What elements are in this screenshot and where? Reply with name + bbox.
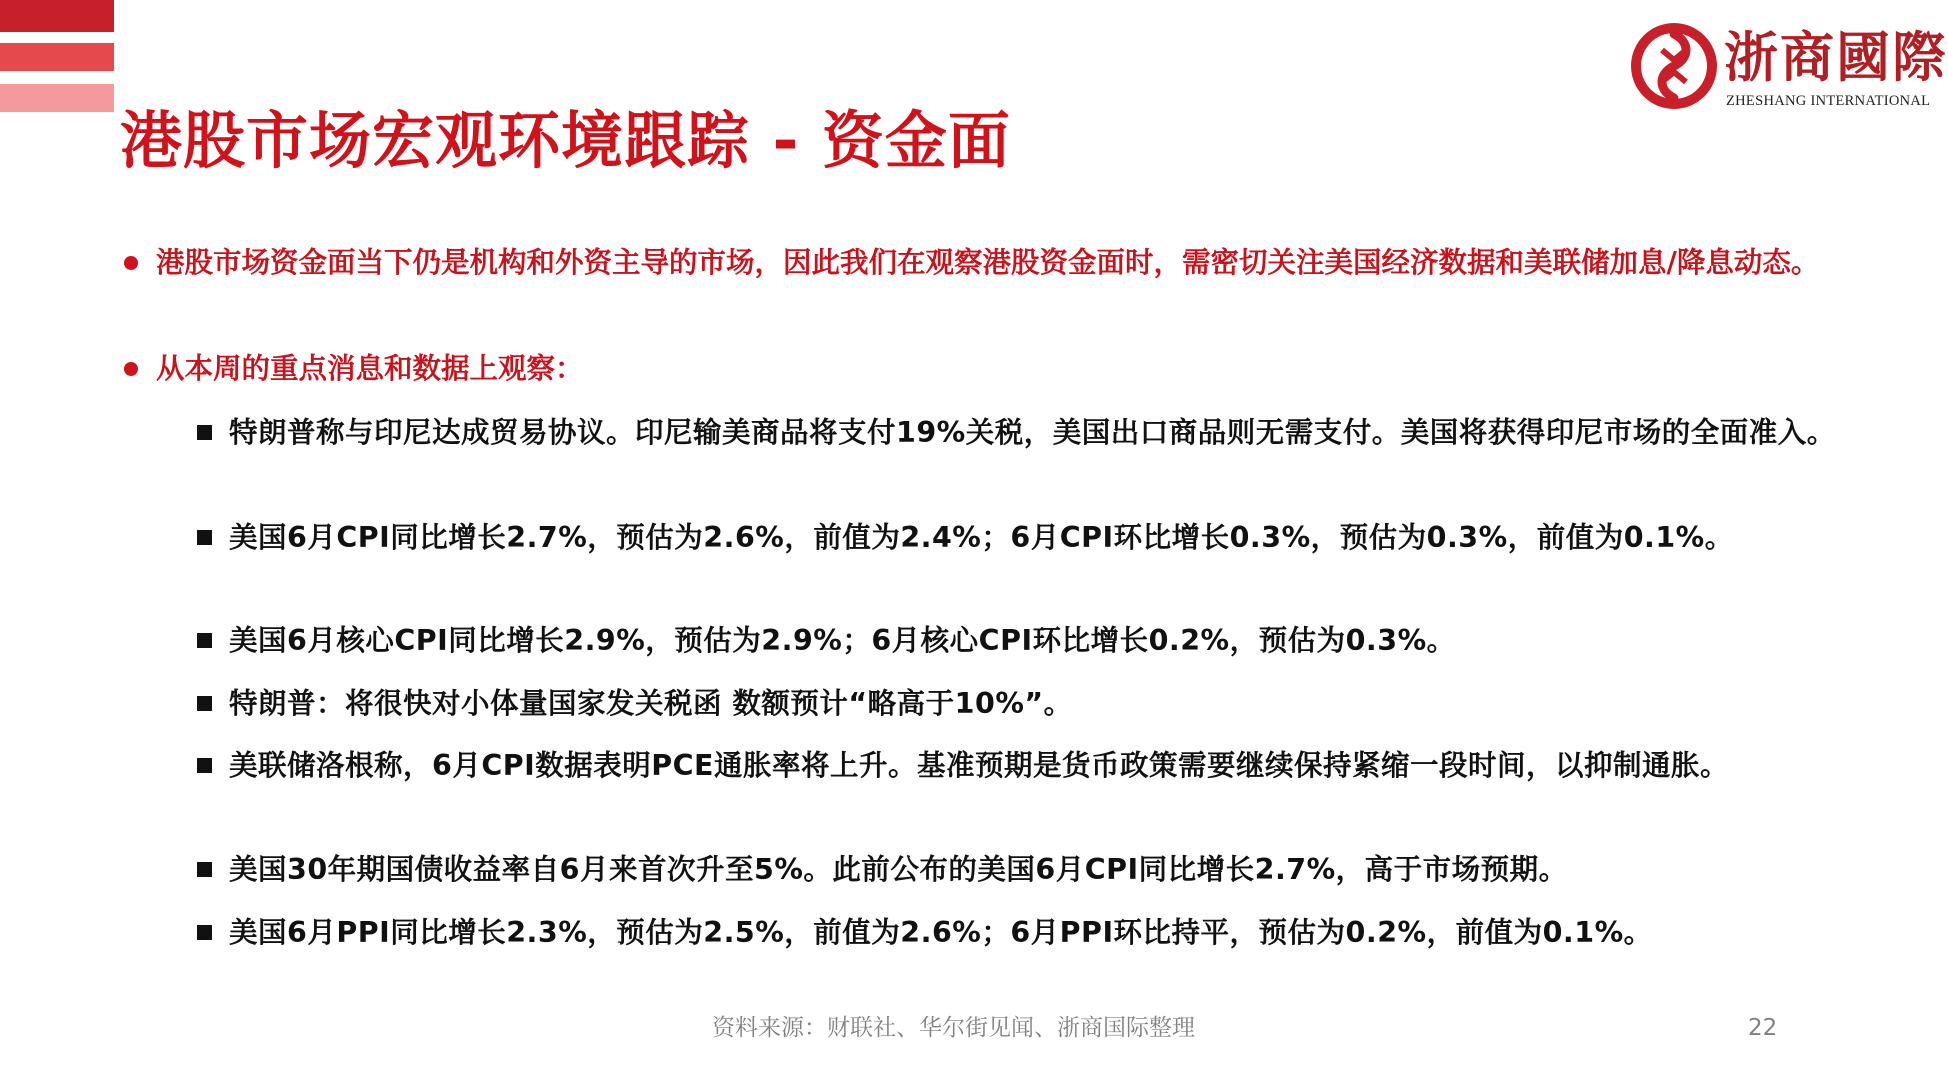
- bullet-dot-icon: [124, 256, 138, 270]
- zheshang-logo-icon: [1628, 20, 1720, 112]
- sub-bullet-item: [197, 620, 1837, 661]
- bullet-item: [120, 348, 1820, 389]
- sub-bullet-item: [197, 683, 1837, 724]
- sub-bullet-text: 美国30年期国债收益率自6月来首次升至5%。此前公布的美国6月CPI同比增长2.7%，高于市场预期。: [229, 853, 1568, 886]
- bullet-square-icon: [197, 530, 212, 545]
- bullet-dot-icon: [124, 362, 138, 376]
- bullet-square-icon: [197, 862, 212, 877]
- sub-bullet-text: 美国6月CPI同比增长2.7%，预估为2.6%，前值为2.4%；6月CPI环比增长0.3%，预估为0.3%，前值为0.1%。: [229, 521, 1734, 554]
- bullet-square-icon: [197, 696, 212, 711]
- page-title: 港股市场宏观环境跟踪 - 资金面: [120, 104, 1011, 177]
- decor-stripe-bottom: [0, 84, 114, 112]
- company-logo: [1628, 20, 1948, 112]
- bullet-item: [120, 242, 1820, 283]
- bullet-text: 港股市场资金面当下仍是机构和外资主导的市场，因此我们在观察港股资金面时，需密切关注美国经济数据和美联储加息/降息动态。: [156, 246, 1820, 279]
- logo-name-en: ZHESHANG INTERNATIONAL: [1726, 93, 1931, 109]
- decor-stripe-middle: [0, 43, 114, 71]
- sub-bullet-item: [197, 412, 1837, 453]
- page-number: 22: [1748, 1015, 1778, 1041]
- sub-bullet-text: 美国6月核心CPI同比增长2.9%，预估为2.9%；6月核心CPI环比增长0.2%，预估为0.3%。: [229, 624, 1456, 657]
- decor-stripe-top: [0, 0, 114, 32]
- bullet-square-icon: [197, 758, 212, 773]
- source-note: 资料来源：财联社、华尔街见闻、浙商国际整理: [712, 1015, 1195, 1041]
- sub-bullet-item: [197, 517, 1837, 558]
- sub-bullet-text: 美联储洛根称，6月CPI数据表明PCE通胀率将上升。基准预期是货币政策需要继续保持紧缩一段时间，以抑制通胀。: [229, 749, 1730, 782]
- bullet-text: 从本周的重点消息和数据上观察：: [156, 352, 584, 385]
- bullet-square-icon: [197, 425, 212, 440]
- sub-bullet-item: [197, 745, 1837, 786]
- sub-bullet-item: [197, 849, 1837, 890]
- bullet-square-icon: [197, 633, 212, 648]
- sub-bullet-text: 美国6月PPI同比增长2.3%，预估为2.5%，前值为2.6%；6月PPI环比持平，预估为0.2%，前值为0.1%。: [229, 916, 1653, 949]
- logo-name-cn: 浙商國際: [1724, 25, 1948, 89]
- sub-bullet-item: [197, 912, 1837, 953]
- sub-bullet-text: 特朗普：将很快对小体量国家发关税函 数额预计“略高于10%”。: [229, 687, 1073, 720]
- sub-bullet-text: 特朗普称与印尼达成贸易协议。印尼输美商品将支付19%关税，美国出口商品则无需支付。美国将获得印尼市场的全面准入。: [229, 416, 1836, 449]
- bullet-square-icon: [197, 925, 212, 940]
